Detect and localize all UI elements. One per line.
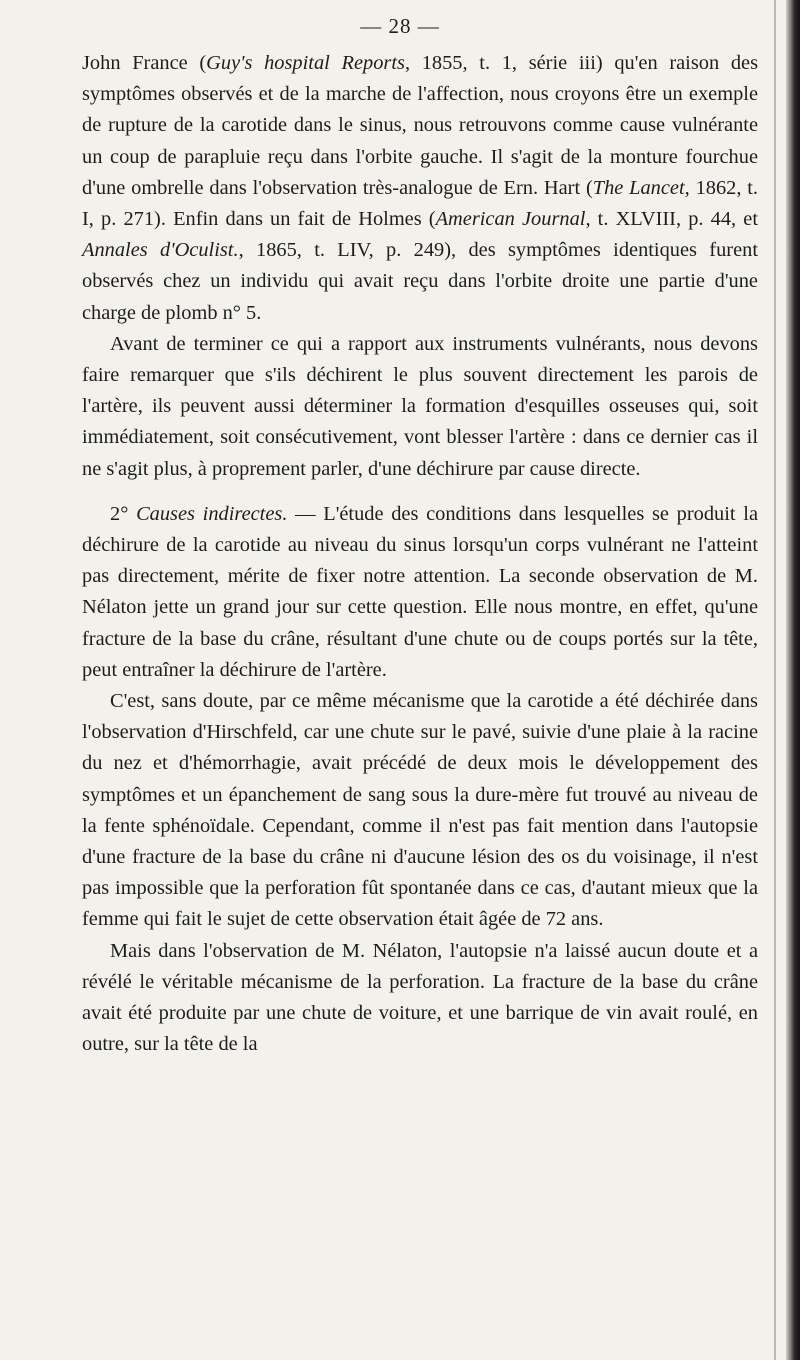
paragraph-2 <box>82 329 758 485</box>
paragraph-3 <box>82 499 758 686</box>
citation-italic: The Lancet <box>592 176 685 199</box>
text-run: , 1865, t. LIV, p. 249), des symptômes identiques furent observés chez un individu qui avait reçu dans l'orbite droite une partie d'une charge de plomb n° 5. <box>82 239 758 324</box>
page-edge-shadow <box>774 0 776 1360</box>
paragraph-1 <box>82 48 758 329</box>
text-run: Mais dans l'observation de M. Nélaton, l'autopsie n'a laissé aucun doute et a révélé le véritable mécanisme de la perforation. La fracture de la base du crâne avait été produite par une chute de voiture, et une barrique de vin avait roulé, en outre, sur la tête de la <box>82 939 758 1056</box>
citation-italic: American Journal <box>435 208 586 231</box>
text-run: Avant de terminer ce qui a rapport aux instruments vulnérants, nous devons faire remarquer que s'ils déchirent le plus souvent directement les parois de l'artère, ils peuvent aussi déterminer la formation d'esquilles osseuses qui, soit immédiatement, soit consécutivement, vont blesser l'artère : dans ce dernier cas il ne s'agit plus, à proprement parler, d'une déchirure par cause directe. <box>82 332 758 480</box>
text-run: , t. XLVIII, p. 44, et <box>585 208 758 231</box>
text-run: C'est, sans doute, par ce même mécanisme que la carotide a été déchirée dans l'observation d'Hirschfeld, car une chute sur le pavé, suivie d'une plaie à la racine du nez et d'hémorrhagie, avait précédé de deux mois le développement des symptômes et un épanchement de sang sous la dure-mère fut trouvé au niveau de la fente sphénoïdale. Cependant, comme il n'est pas fait mention dans l'autopsie d'une fracture de la base du crâne ni d'aucune lésion des os du voisinage, il n'est pas impossible que la perforation fût spontanée dans ce cas, d'autant mieux que la femme qui fait le sujet de cette observation était âgée de 72 ans. <box>82 690 758 931</box>
citation-italic: Causes indirectes. <box>136 502 288 525</box>
paragraph-5 <box>82 936 758 1061</box>
text-run: , 1855, t. 1, série iii) qu'en raison des symptômes observés et de la marche de l'affection, nous croyons être un exemple de rupture de la carotide dans le sinus, nous retrouvons comme cause vulnérante un coup de parapluie reçu dans l'orbite gauche. Il s'agit de la monture fourchue d'une ombrelle dans l'observation très-analogue de Ern. Hart ( <box>82 52 759 199</box>
text-run: 2° <box>110 502 137 525</box>
citation-italic: Annales d'Oculist. <box>82 239 239 262</box>
text-run: John France ( <box>82 52 207 74</box>
text-run: — L'étude des conditions dans lesquelles se produit la déchirure de la carotide au niveau du sinus lorsqu'un corps vulnérant ne l'atteint pas directement, mérite de fixer notre attention. La seconde observation de M. Nélaton jette un grand jour sur cette question. Elle nous montre, en effet, qu'une fracture de la base du crâne, résultant d'une chute ou de coups portés sur la tête, peut entraîner la déchirure de l'artère. <box>82 502 758 681</box>
text-run: , 1862, t. I, p. 271). Enfin dans un fait de Holmes ( <box>82 176 759 231</box>
book-binding-edge <box>786 0 800 1360</box>
page-number: — 28 — <box>360 14 440 38</box>
body-text <box>82 48 758 1061</box>
citation-italic: Guy's hospital Reports <box>206 52 405 74</box>
paragraph-4 <box>82 686 758 936</box>
